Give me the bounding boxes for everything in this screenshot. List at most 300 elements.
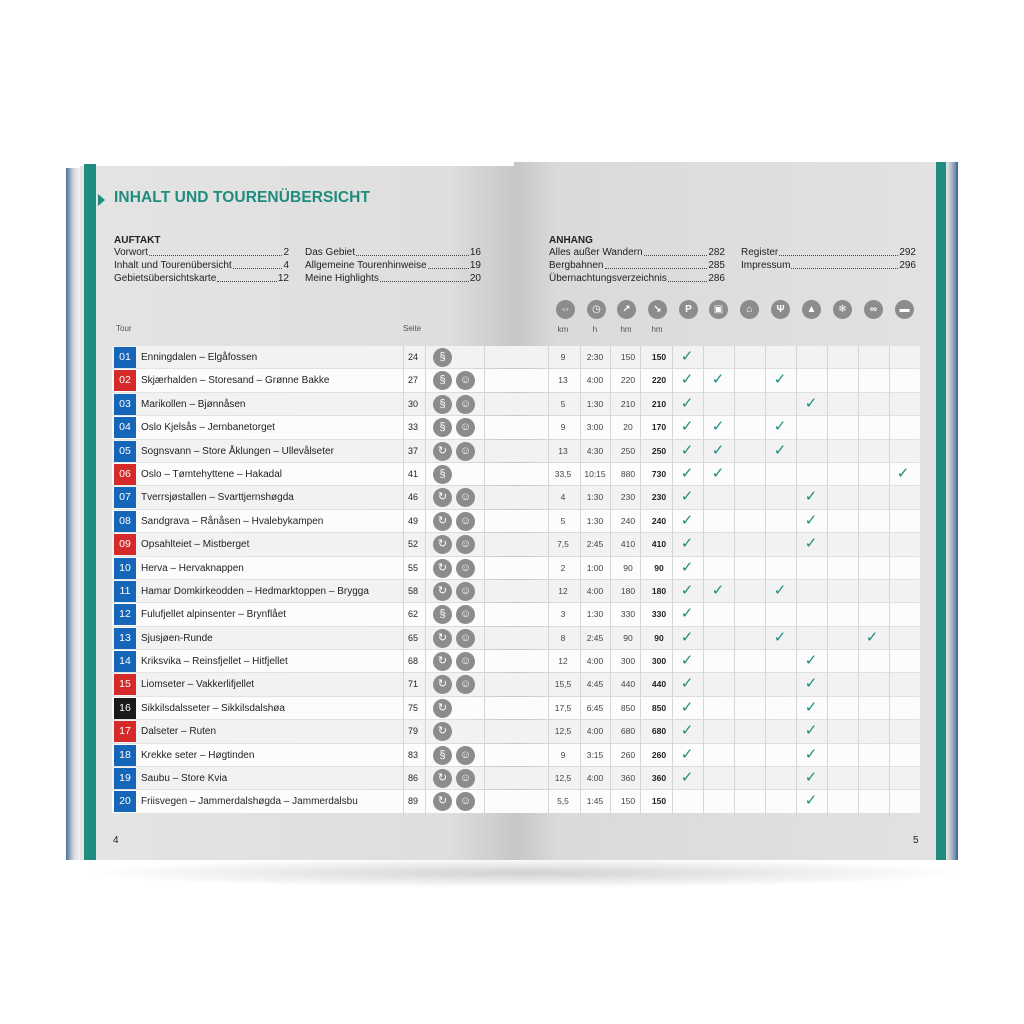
toc-entry-page: 296 (899, 260, 916, 271)
toc-entry-page: 285 (708, 260, 725, 271)
tour-row[interactable] (112, 580, 920, 603)
one-way-route-icon: § (433, 465, 452, 484)
check-icon: ✓ (680, 652, 694, 670)
toc-entry-label: Register (741, 247, 779, 258)
check-icon: ✓ (804, 394, 818, 412)
page-number-right: 5 (913, 835, 919, 846)
tour-row[interactable] (112, 720, 920, 743)
left-green-bar (84, 164, 96, 860)
tour-descent: 330 (651, 609, 667, 620)
tour-ascent: 410 (620, 539, 636, 550)
check-icon: ✓ (680, 628, 694, 646)
tour-page: 37 (407, 445, 418, 456)
check-icon: ✓ (680, 558, 694, 576)
ascent-icon: ↗ (617, 300, 636, 319)
check-icon: ✓ (680, 745, 694, 763)
check-icon: ✓ (680, 348, 694, 365)
tour-ascent: 330 (620, 609, 636, 620)
loop-route-icon: ↻ (433, 512, 452, 531)
tour-descent: 680 (651, 726, 667, 737)
toc-entry-label: Gebietsübersichtskarte (114, 273, 217, 284)
toc-entry-page: 286 (708, 273, 725, 284)
check-icon: ✓ (804, 535, 818, 553)
tour-ascent: 360 (620, 773, 636, 784)
tour-number-badge: 03 (114, 394, 136, 415)
tour-duration: 2:30 (586, 352, 604, 362)
toc-entry-page: 292 (899, 247, 916, 258)
summit-icon: ▲ (802, 300, 821, 319)
column-divider (672, 346, 673, 817)
loop-route-icon: ↻ (433, 535, 452, 554)
tour-table (112, 346, 920, 814)
right-page-edges (944, 162, 958, 860)
loop-route-icon: ↻ (433, 652, 452, 671)
tour-name: Kriksvika – Reinsfjellet – Hitfjellet (141, 656, 288, 668)
child-friendly-icon: ☺ (456, 629, 475, 648)
toc-entry[interactable] (114, 272, 289, 285)
tour-descent: 360 (651, 773, 667, 784)
tour-row[interactable] (112, 533, 920, 556)
column-divider (858, 346, 859, 817)
tour-descent: 730 (651, 468, 667, 479)
column-divider (484, 346, 485, 817)
page-number-left: 4 (113, 835, 119, 846)
check-icon: ✓ (773, 581, 787, 599)
tour-ascent: 680 (620, 726, 636, 737)
column-divider (403, 346, 404, 817)
tour-ascent: 90 (623, 632, 633, 643)
auftakt-heading: AUFTAKT (114, 235, 161, 246)
check-icon: ✓ (680, 418, 694, 436)
tour-descent: 90 (654, 632, 664, 643)
toc-entry-page: 2 (283, 247, 289, 258)
tour-name: Hamar Domkirkeodden – Hedmarktoppen – Brygga (141, 585, 369, 597)
toc-leader-dots (791, 259, 898, 269)
tour-descent: 150 (651, 796, 667, 807)
toc-entry-label: Impressum (741, 260, 791, 271)
tour-duration: 1:30 (586, 515, 604, 526)
tour-duration: 4:00 (586, 375, 604, 386)
toc-leader-dots (644, 246, 708, 256)
tour-ascent: 220 (620, 375, 636, 386)
tour-name: Fulufjellet alpinsenter – Brynflået (141, 609, 287, 621)
child-friendly-icon: ☺ (456, 675, 475, 694)
tour-ascent: 150 (620, 352, 636, 362)
tour-name: Sjusjøen-Runde (141, 632, 213, 644)
check-icon: ✓ (773, 441, 787, 459)
toc-leader-dots (668, 272, 707, 282)
train-icon: ▬ (895, 300, 914, 319)
one-way-route-icon: § (433, 371, 452, 390)
check-icon: ✓ (680, 605, 694, 623)
toc-entry[interactable] (305, 246, 481, 259)
tour-duration: 4:00 (586, 585, 604, 596)
child-friendly-icon: ☺ (456, 512, 475, 531)
tour-row[interactable] (112, 697, 920, 720)
bus-icon: ▣ (709, 300, 728, 319)
one-way-route-icon: § (433, 395, 452, 414)
route-sign-icon: ⇔ (556, 300, 575, 319)
tour-descent: 180 (651, 585, 667, 596)
tour-duration: 1:00 (586, 562, 604, 573)
column-divider (734, 346, 735, 817)
tour-number-badge: 13 (114, 628, 136, 649)
tour-duration: 4:00 (586, 773, 604, 784)
tour-distance: 9 (560, 422, 566, 433)
one-way-route-icon: § (433, 348, 452, 367)
child-friendly-icon: ☺ (456, 582, 475, 601)
tour-row[interactable] (112, 510, 920, 533)
tour-distance: 12 (558, 585, 568, 596)
tour-row[interactable] (112, 463, 920, 486)
tour-row[interactable] (112, 627, 920, 650)
check-icon: ✓ (711, 371, 725, 389)
loop-route-icon: ↻ (433, 722, 452, 741)
tour-number-badge: 11 (114, 581, 136, 602)
check-icon: ✓ (804, 511, 818, 529)
check-icon: ✓ (804, 652, 818, 670)
tour-row[interactable] (112, 650, 920, 673)
toc-entry-label: Vorwort (114, 247, 148, 258)
tour-descent: 260 (651, 749, 667, 760)
header-h: h (592, 325, 598, 334)
tour-page: 86 (407, 773, 418, 784)
tour-name: Liomseter – Vakkerlifjellet (141, 679, 255, 691)
toc-leader-dots (380, 272, 469, 282)
tour-ascent: 90 (623, 562, 633, 573)
column-divider (548, 346, 549, 817)
header-seite: Seite (403, 324, 422, 333)
tour-page: 27 (407, 375, 418, 386)
loop-route-icon: ↻ (433, 488, 452, 507)
tour-descent: 230 (651, 492, 667, 503)
child-friendly-icon: ☺ (456, 792, 475, 811)
tour-descent: 210 (651, 398, 667, 409)
tour-row[interactable] (112, 393, 920, 416)
tour-number-badge: 12 (114, 604, 136, 625)
tour-number-badge: 04 (114, 417, 136, 438)
tour-distance: 13 (558, 445, 568, 456)
one-way-route-icon: § (433, 418, 452, 437)
tour-distance: 4 (560, 492, 566, 503)
clock-icon: ◷ (587, 300, 606, 319)
tour-ascent: 210 (620, 398, 636, 409)
loop-route-icon: ↻ (433, 442, 452, 461)
check-icon: ✓ (773, 418, 787, 436)
check-icon: ✓ (711, 441, 725, 459)
toc-leader-dots (779, 246, 898, 256)
tour-number-badge: 10 (114, 558, 136, 579)
tour-number-badge: 19 (114, 768, 136, 789)
check-icon: ✓ (804, 745, 818, 763)
column-divider (796, 346, 797, 817)
toc-entry-page: 19 (469, 260, 481, 271)
tour-descent: 410 (651, 539, 667, 550)
check-icon: ✓ (680, 675, 694, 693)
check-icon: ✓ (680, 464, 694, 482)
column-divider (827, 346, 828, 817)
tour-distance: 13 (558, 375, 568, 386)
title-arrow-icon (98, 194, 105, 206)
child-friendly-icon: ☺ (456, 371, 475, 390)
tour-row[interactable] (112, 744, 920, 767)
P-icon: P (679, 300, 698, 319)
check-icon: ✓ (711, 581, 725, 599)
header-hm-down: hm (651, 325, 663, 334)
child-friendly-icon: ☺ (456, 535, 475, 554)
tour-row[interactable] (112, 673, 920, 696)
child-friendly-icon: ☺ (456, 652, 475, 671)
tour-ascent: 230 (620, 492, 636, 503)
tour-page: 62 (407, 609, 418, 620)
check-icon: ✓ (680, 581, 694, 599)
loop-route-icon: ↻ (433, 559, 452, 578)
child-friendly-icon: ☺ (456, 418, 475, 437)
tour-descent: 440 (651, 679, 667, 690)
toc-entry-page: 16 (469, 247, 481, 258)
toc-entry[interactable] (741, 246, 916, 259)
tour-page: 41 (407, 468, 418, 479)
loop-route-icon: ↻ (433, 699, 452, 718)
tour-number-badge: 17 (114, 721, 136, 742)
row-background (112, 627, 920, 649)
tour-name: Skjærhalden – Storesand – Grønne Bakke (141, 375, 330, 387)
check-icon: ✓ (680, 722, 694, 740)
loop-route-icon: ↻ (433, 769, 452, 788)
tour-name: Dalseter – Ruten (141, 726, 217, 738)
tour-row[interactable] (112, 557, 920, 580)
tour-descent: 250 (651, 445, 667, 456)
toc-entry[interactable] (114, 259, 289, 272)
check-icon: ✓ (804, 769, 818, 787)
tour-distance: 12 (558, 656, 568, 667)
toc-leader-dots (356, 246, 469, 256)
tour-page: 65 (407, 632, 418, 643)
tour-descent: 850 (651, 702, 667, 713)
check-icon: ✓ (804, 792, 818, 810)
tour-name: Sikkilsdalsseter – Sikkilsdalshøa (141, 702, 285, 714)
tour-distance: 8 (560, 632, 566, 643)
tour-name: Marikollen – Bjønnåsen (141, 398, 246, 410)
tour-duration: 1:30 (586, 398, 604, 409)
tour-distance: 7,5 (557, 539, 569, 550)
header-tour: Tour (116, 324, 132, 333)
loop-route-icon: ↻ (433, 582, 452, 601)
tour-distance: 2 (560, 562, 566, 573)
tour-number-badge: 15 (114, 674, 136, 695)
tour-name: Sandgrava – Rånåsen – Hvalebykampen (141, 515, 324, 527)
snowflake-icon: ❄ (833, 300, 852, 319)
tour-name: Enningdalen – Elgåfossen (141, 352, 258, 363)
tour-number-badge: 09 (114, 534, 136, 555)
column-divider (580, 346, 581, 817)
tour-distance: 33,5 (554, 468, 572, 479)
check-icon: ✓ (804, 698, 818, 716)
column-divider (425, 346, 426, 817)
tour-name: Saubu – Store Kvia (141, 773, 228, 785)
check-icon: ✓ (773, 628, 787, 646)
tour-page: 30 (407, 398, 418, 409)
tour-distance: 12,5 (554, 726, 572, 737)
tour-number-badge: 01 (114, 347, 136, 368)
tour-page: 71 (407, 679, 418, 690)
toc-entry-label: Inhalt und Tourenübersicht (114, 260, 232, 271)
tour-name: Oslo Kjelsås – Jernbanetorget (141, 422, 275, 434)
loop-route-icon: ↻ (433, 792, 452, 811)
toc-entry-page: 282 (708, 247, 725, 258)
header-km: km (557, 325, 569, 334)
tour-duration: 1:30 (586, 492, 604, 503)
tour-ascent: 880 (620, 468, 636, 479)
page-title: INHALT UND TOURENÜBERSICHT (114, 189, 371, 206)
check-icon: ✓ (680, 394, 694, 412)
tour-row[interactable] (112, 767, 920, 790)
tour-ascent: 150 (620, 796, 636, 807)
tour-name: Herva – Hervaknappen (141, 562, 244, 574)
tour-name: Opsahlteiet – Mistberget (141, 539, 250, 551)
tour-name: Oslo – Tømtehyttene – Hakadal (141, 468, 282, 480)
child-friendly-icon: ☺ (456, 395, 475, 414)
loop-route-icon: ↻ (433, 675, 452, 694)
check-icon: ✓ (896, 464, 910, 482)
tour-row[interactable] (112, 440, 920, 463)
tour-page: 89 (407, 796, 418, 807)
toc-entry-page: 12 (277, 273, 289, 284)
toc-entry-label: Das Gebiet (305, 247, 356, 258)
check-icon: ✓ (680, 698, 694, 716)
tour-ascent: 180 (620, 585, 636, 596)
toc-entry[interactable] (741, 259, 916, 272)
toc-leader-dots (233, 259, 283, 269)
tour-duration: 1:45 (586, 796, 604, 807)
restaurant-icon: Ψ (771, 300, 790, 319)
tour-number-badge: 07 (114, 487, 136, 508)
one-way-route-icon: § (433, 605, 452, 624)
tour-row[interactable] (112, 603, 920, 626)
toc-entry[interactable] (305, 259, 481, 272)
child-friendly-icon: ☺ (456, 746, 475, 765)
tour-ascent: 240 (620, 515, 636, 526)
tour-duration: 2:45 (586, 632, 604, 643)
toc-entry-page: 4 (283, 260, 289, 271)
toc-entry[interactable] (549, 246, 725, 259)
tour-page: 75 (407, 702, 418, 713)
tour-duration: 4:00 (586, 726, 604, 737)
left-page-edges (66, 168, 80, 860)
tour-duration: 1:30 (586, 609, 604, 620)
tour-distance: 5 (560, 515, 566, 526)
check-icon: ✓ (680, 488, 694, 506)
tour-name: Sognsvann – Store Åklungen – Ullevålseter (141, 445, 334, 457)
toc-entry[interactable] (305, 272, 481, 285)
tour-descent: 150 (651, 352, 667, 362)
one-way-route-icon: § (433, 746, 452, 765)
check-icon: ✓ (711, 464, 725, 482)
tour-number-badge: 06 (114, 464, 136, 485)
tour-row[interactable] (112, 790, 920, 813)
tour-name: Krekke seter – Høgtinden (141, 749, 255, 761)
check-icon: ✓ (804, 675, 818, 693)
toc-entry[interactable] (549, 259, 725, 272)
tour-descent: 170 (651, 422, 667, 433)
tour-duration: 3:15 (586, 749, 604, 760)
tour-descent: 220 (651, 375, 667, 386)
toc-leader-dots (428, 259, 469, 269)
bicycle-icon: ∞ (864, 300, 883, 319)
toc-leader-dots (217, 272, 277, 282)
tour-name: Tverrsjøstallen – Svarttjernshøgda (141, 492, 294, 504)
check-icon: ✓ (680, 441, 694, 459)
tour-number-badge: 16 (114, 698, 136, 719)
tour-duration: 10:15 (584, 468, 606, 479)
check-icon: ✓ (711, 418, 725, 436)
tour-distance: 5 (560, 398, 566, 409)
tour-row[interactable] (112, 369, 920, 392)
toc-entry-label: Bergbahnen (549, 260, 604, 271)
toc-entry[interactable] (114, 246, 289, 259)
tour-page: 52 (407, 539, 418, 550)
child-friendly-icon: ☺ (456, 559, 475, 578)
tour-number-badge: 05 (114, 441, 136, 462)
tour-ascent: 20 (623, 422, 633, 433)
tour-duration: 4:00 (586, 656, 604, 667)
tour-page: 79 (407, 726, 418, 737)
tour-page: 68 (407, 656, 418, 667)
tour-page: 55 (407, 562, 418, 573)
tour-row[interactable] (112, 486, 920, 509)
column-divider (703, 346, 704, 817)
check-icon: ✓ (680, 371, 694, 389)
toc-entry-label: Übernachtungsverzeichnis (549, 273, 667, 284)
tour-duration: 4:45 (586, 679, 604, 690)
tour-page: 24 (407, 352, 418, 362)
check-icon: ✓ (804, 488, 818, 506)
toc-leader-dots (605, 259, 708, 269)
tour-page: 46 (407, 492, 418, 503)
descent-icon: ↘ (648, 300, 667, 319)
tour-number-badge: 02 (114, 370, 136, 391)
check-icon: ✓ (680, 535, 694, 553)
tour-duration: 4:30 (586, 445, 604, 456)
tour-distance: 15,5 (554, 679, 572, 690)
tour-row[interactable] (112, 346, 920, 369)
tour-number-badge: 20 (114, 791, 136, 812)
tour-duration: 2:45 (586, 539, 604, 550)
child-friendly-icon: ☺ (456, 442, 475, 461)
column-divider (765, 346, 766, 817)
check-icon: ✓ (804, 722, 818, 740)
tour-ascent: 440 (620, 679, 636, 690)
tour-distance: 17,5 (554, 702, 572, 713)
cable-car-icon: ⌂ (740, 300, 759, 319)
tour-name: Friisvegen – Jammerdalshøgda – Jammerdalsbu (141, 796, 358, 808)
tour-row[interactable] (112, 416, 920, 439)
tour-number-badge: 14 (114, 651, 136, 672)
child-friendly-icon: ☺ (456, 488, 475, 507)
toc-entry-label: Alles außer Wandern (549, 247, 643, 258)
tour-descent: 300 (651, 656, 667, 667)
tour-duration: 3:00 (586, 422, 604, 433)
book-shadow (80, 858, 970, 888)
header-hm-up: hm (620, 325, 632, 334)
tour-page: 33 (407, 422, 418, 433)
tour-page: 49 (407, 515, 418, 526)
toc-entry-label: Meine Highlights (305, 273, 379, 284)
tour-ascent: 260 (620, 749, 636, 760)
tour-number-badge: 18 (114, 745, 136, 766)
toc-entry[interactable] (549, 272, 725, 285)
tour-distance: 9 (560, 749, 566, 760)
